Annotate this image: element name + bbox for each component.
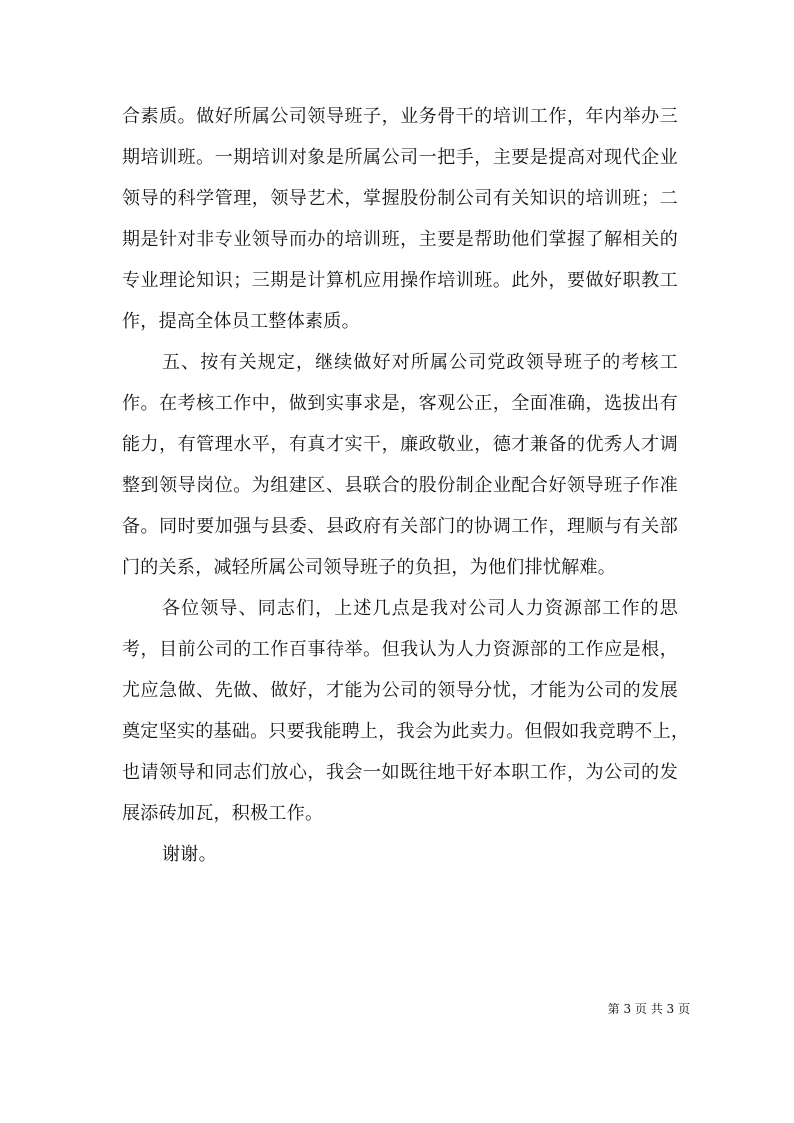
text-line: 整到领导岗位。为组建区、县联合的股份制企业配合好领导班子作准 xyxy=(122,475,678,496)
paragraph-start-line: 五、按有关规定，继续做好对所属公司党政领导班子的考核工 xyxy=(162,352,678,373)
body-text xyxy=(122,96,690,875)
text-line: 也请领导和同志们放心，我会一如既往地干好本职工作，为公司的发 xyxy=(122,762,678,783)
text-line: 合素质。做好所属公司领导班子，业务骨干的培训工作，年内举办三 xyxy=(122,106,678,127)
closing-line: 谢谢。 xyxy=(162,844,217,865)
text-line: 专业理论知识；三期是计算机应用操作培训班。此外，要做好职教工 xyxy=(122,270,678,291)
text-line: 领导的科学管理，领导艺术，掌握股份制公司有关知识的培训班；二 xyxy=(122,188,678,209)
text-line: 奠定坚实的基础。只要我能聘上，我会为此卖力。但假如我竞聘不上， xyxy=(122,721,690,742)
text-line: 能力，有管理水平，有真才实干，廉政敬业，德才兼备的优秀人才调 xyxy=(122,434,678,455)
text-line: 作，提高全体员工整体素质。 xyxy=(122,311,360,332)
text-line: 门的关系，减轻所属公司领导班子的负担，为他们排忧解难。 xyxy=(122,557,617,578)
page-number: 第 3 页 共 3 页 xyxy=(607,1002,690,1016)
text-line: 展添砖加瓦，积极工作。 xyxy=(122,803,324,824)
text-line: 期是针对非专业领导而办的培训班，主要是帮助他们掌握了解相关的 xyxy=(122,229,678,250)
text-line: 考，目前公司的工作百事待举。但我认为人力资源部的工作应是根， xyxy=(122,639,678,660)
text-line: 尤应急做、先做、做好，才能为公司的领导分忧，才能为公司的发展 xyxy=(122,680,678,701)
text-line: 作。在考核工作中，做到实事求是，客观公正，全面准确，选拔出有 xyxy=(122,393,678,414)
text-line: 备。同时要加强与县委、县政府有关部门的协调工作，理顺与有关部 xyxy=(122,516,678,537)
paragraph-start-line: 各位领导、同志们，上述几点是我对公司人力资源部工作的思 xyxy=(162,598,678,619)
text-line: 期培训班。一期培训对象是所属公司一把手，主要是提高对现代企业 xyxy=(122,147,678,168)
